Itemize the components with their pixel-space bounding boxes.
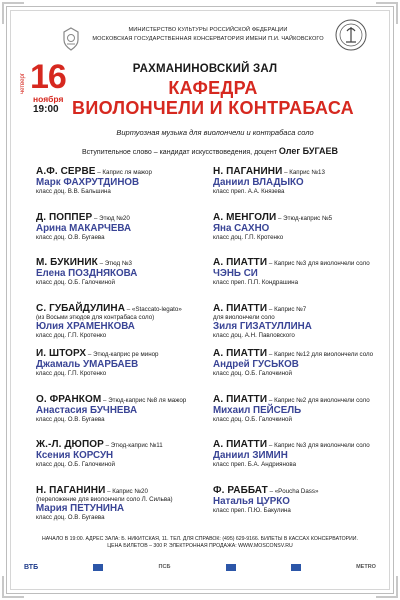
performer-name: Марк ФАХРУТДИНОВ — [36, 177, 140, 188]
sponsor-logo-icon — [93, 564, 103, 571]
program-item — [36, 394, 186, 423]
composer-name: А.Ф. СЕРВЕ — [36, 166, 96, 177]
composer-name: О. ФРАНКОМ — [36, 393, 102, 405]
composer-name: Н. ПАГАНИНИ — [213, 166, 283, 177]
performer-name: Яна САХНО — [213, 222, 270, 234]
program-item-heading — [36, 394, 186, 405]
piece-title: – Этюд-каприс №5 — [276, 214, 333, 222]
program-item — [36, 485, 173, 521]
piece-title: – Этюд №20 — [92, 214, 130, 222]
corner-ornament — [2, 2, 24, 24]
intro-text: Вступительное слово – кандидат искусствоведения, доцент — [81, 149, 277, 156]
piece-title: – Каприс №7 — [267, 305, 307, 313]
sponsor-logo: ПСБ — [158, 564, 171, 570]
composer-name: Ф. РАББАТ — [213, 484, 268, 496]
footer-info: НАЧАЛО В 19:00. АДРЕС ЗАЛА: Б. НИКИТСКАЯ, 11. ТЕЛ. ДЛЯ СПРАВОК: (495) 629-9166. БИЛЕТЫ В КАССАХ КОНСЕРВАТОРИИ. — [42, 536, 358, 542]
program-item-heading — [36, 212, 131, 223]
sponsor-logo-icon — [291, 564, 301, 571]
corner-ornament — [376, 576, 398, 598]
performer-name: Михаил ПЕЙСЕЛЬ — [213, 404, 302, 416]
program-item-heading — [213, 212, 332, 223]
composer-name: А. ПИАТТИ — [213, 302, 268, 314]
composer-name: А. ПИАТТИ — [213, 257, 268, 268]
program-item-heading — [213, 303, 312, 314]
piece-title: – «Poucha Dass» — [267, 487, 319, 495]
program-item — [213, 166, 325, 195]
composer-name: А. ПИАТТИ — [213, 393, 268, 405]
composer-name: С. ГУБАЙДУЛИНА — [36, 302, 126, 314]
performer-name: Анастасия БУЧНЕВА — [36, 404, 138, 416]
sponsor-logo: ВТБ — [24, 563, 39, 571]
teacher-class: класс доц. О.Б. Галочкиной — [36, 279, 115, 286]
program-item-heading — [36, 439, 163, 450]
sponsor-strip — [24, 560, 376, 574]
conservatory-emblem-icon — [334, 18, 368, 52]
piece-title: – Каприс №2 для виолончели соло — [267, 396, 370, 404]
performer-name: Елена ПОЗДНЯКОВА — [36, 268, 138, 279]
piece-title: – Каприс ля мажор — [95, 169, 152, 176]
program-item — [36, 212, 131, 241]
program-item — [36, 257, 137, 286]
program-item-heading — [213, 394, 370, 405]
program-item-heading — [213, 439, 370, 450]
program-item — [36, 348, 159, 377]
piece-title: – Каприс №13 — [282, 169, 325, 176]
performer-name: Даниил ЗИМИН — [213, 450, 288, 461]
intro-speaker: Олег БУГАЕВ — [278, 146, 339, 156]
intro — [50, 146, 370, 156]
conservatory-name: МОСКОВСКАЯ ГОСУДАРСТВЕННАЯ КОНСЕРВАТОРИЯ ИМЕНИ П.И. ЧАЙКОВСКОГО — [92, 36, 324, 42]
performer-name: Зиля ГИЗАТУЛЛИНА — [213, 320, 312, 332]
performer-name: Ксения КОРСУН — [36, 450, 114, 461]
date-day: 16 — [30, 58, 66, 96]
teacher-class: класс преп. П.Ю. Бакулина — [213, 506, 291, 514]
teacher-class: класс преп. Б.А. Андриянова — [213, 461, 297, 468]
sponsor-logo-icon — [226, 564, 236, 571]
footer-tickets: ЦЕНА БИЛЕТОВ – 300 Р. ЭЛЕКТРОННАЯ ПРОДАЖА: WWW.MOSCONSV.RU — [107, 543, 293, 550]
program-item — [213, 439, 370, 468]
teacher-class: класс доц. Г.П. Кротенко — [36, 370, 107, 377]
piece-note: для виолончели соло — [213, 313, 275, 321]
title-line-2: ВИОЛОНЧЕЛИ И КОНТРАБАСА — [72, 98, 354, 118]
teacher-class: класс доц. А.Н. Павловского — [213, 331, 295, 339]
piece-title: – Этюд-каприс ре минор — [86, 351, 159, 358]
composer-name: А. МЕНГОЛИ — [213, 211, 277, 223]
composer-name: А. ПИАТТИ — [213, 348, 268, 359]
program-item-heading — [213, 485, 318, 496]
performer-name: Юлия ХРАМЕНКОВА — [36, 320, 135, 332]
piece-title: – «Staccato-legato» — [125, 305, 182, 313]
program-item — [213, 348, 373, 377]
sponsor-logo: METRO — [356, 564, 376, 570]
performer-name: Мария ПЕТУНИНА — [36, 502, 125, 514]
composer-name: М. БУКИНИК — [36, 257, 98, 268]
piece-title: – Этюд №3 — [97, 260, 132, 267]
composer-name: Д. ПОППЕР — [36, 211, 93, 223]
performer-name: Даниил ВЛАДЫКО — [213, 177, 304, 188]
corner-ornament — [376, 2, 398, 24]
piece-title: – Каприс №12 для виолончели соло — [267, 351, 374, 358]
header — [88, 26, 328, 44]
teacher-class: класс доц. О.Б. Галочкиной — [213, 415, 292, 423]
teacher-class: класс преп. А.А. Князева — [213, 188, 285, 195]
title-line-1: КАФЕДРА — [168, 78, 258, 98]
program-item — [36, 303, 182, 339]
program-item-heading — [36, 303, 182, 314]
date-time: 19:00 — [33, 104, 59, 115]
program-item — [36, 166, 152, 195]
performer-name: Джамаль УМАРБАЕВ — [36, 359, 139, 370]
composer-name: А. ПИАТТИ — [213, 439, 268, 450]
ministry-emblem-icon — [58, 26, 84, 52]
program-item-heading — [36, 348, 159, 359]
teacher-class: класс доц. О.В. Бугаева — [36, 233, 105, 241]
teacher-class: класс доц. О.Б. Галочкиной — [213, 370, 292, 377]
hall-name: РАХМАНИНОВСКИЙ ЗАЛ — [132, 63, 278, 75]
program-item — [213, 212, 332, 241]
program-item — [213, 485, 318, 514]
corner-ornament — [2, 576, 24, 598]
piece-title: – Каприс №3 для виолончели соло — [267, 260, 370, 267]
teacher-class: класс доц. О.В. Бугаева — [36, 415, 105, 423]
teacher-class: класс доц. О.В. Бугаева — [36, 513, 105, 521]
teacher-class: класс преп. П.П. Кондрашина — [213, 279, 299, 286]
subtitle: Виртуозная музыка для виолончели и контрабаса соло — [116, 128, 314, 137]
date-weekday: четверг — [20, 73, 26, 94]
teacher-class: класс доц. Г.П. Кротенко — [213, 233, 284, 241]
performer-name: Арина МАКАРЧЕВА — [36, 222, 132, 234]
piece-title: – Каприс №20 — [105, 487, 148, 495]
composer-name: И. ШТОРХ — [36, 348, 87, 359]
footer — [24, 536, 376, 550]
piece-title: – Каприс №3 для виолончели соло — [267, 442, 370, 449]
date-month: ноября — [33, 94, 64, 104]
program-item-heading — [36, 257, 137, 268]
composer-name: Ж.-Л. ДЮПОР — [36, 439, 104, 450]
piece-note: (переложение для виолончели соло Л. Сильва) — [36, 495, 173, 503]
piece-title: – Этюд-каприс №11 — [103, 442, 163, 449]
program-item — [213, 303, 312, 339]
piece-note: (из Восьми этюдов для контрабаса соло) — [36, 313, 155, 321]
performer-name: Андрей ГУСЬКОВ — [213, 359, 299, 370]
program-item — [213, 257, 370, 286]
ministry-name: МИНИСТЕРСТВО КУЛЬТУРЫ РОССИЙСКОЙ ФЕДЕРАЦИИ — [128, 27, 288, 33]
teacher-class: класс доц. О.Б. Галочкиной — [36, 461, 115, 468]
piece-title: – Этюд-каприс №8 ля мажор — [101, 396, 187, 404]
program-item-heading — [213, 166, 325, 177]
composer-name: Н. ПАГАНИНИ — [36, 484, 106, 496]
program-item-heading — [213, 257, 370, 268]
program-item-heading — [36, 485, 173, 496]
performer-name: Наталья ЦУРКО — [213, 495, 290, 507]
program-item — [213, 394, 370, 423]
teacher-class: класс доц. В.В. Бальшина — [36, 188, 111, 195]
performer-name: ЧЭНЬ СИ — [213, 268, 258, 279]
program-item-heading — [213, 348, 373, 359]
program-item-heading — [36, 166, 152, 177]
teacher-class: класс доц. Г.П. Кротенко — [36, 331, 107, 339]
program-item — [36, 439, 163, 468]
